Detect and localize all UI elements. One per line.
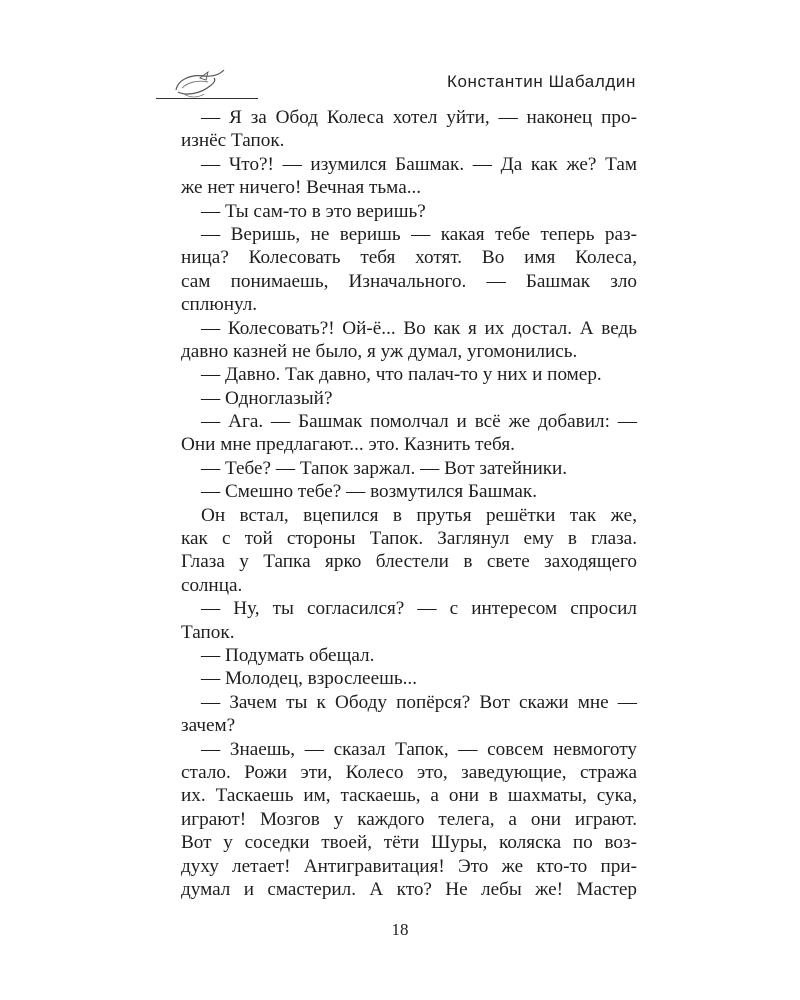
text-line: сплюнул. xyxy=(181,294,258,316)
text-line: — Ну, ты согласился? — с интересом спросил xyxy=(201,598,637,620)
text-line: играют! Мозгов у каждого телега, а они играют. xyxy=(181,808,637,830)
text-line: думал и смастерил. А кто? Не лебы же! Мастер xyxy=(181,878,637,900)
text-line: Он встал, вцепился в прутья решётки так же, xyxy=(201,504,637,526)
text-line: солнца. xyxy=(181,574,243,596)
page-number: 18 xyxy=(391,920,409,939)
text-line: сам понимаешь, Изначального. — Башмак зло xyxy=(181,270,637,292)
text-line: стало. Рожи эти, Колесо это, заведующие, стража xyxy=(181,761,637,783)
text-line: — Что?! — изумился Башмак. — Да как же? Там xyxy=(201,153,637,175)
text-line: — Одноглазый? xyxy=(201,387,333,409)
text-line: — Давно. Так давно, что палач-то у них и помер. xyxy=(201,364,602,386)
text-line: их. Таскаешь им, таскаешь, а они в шахматы, сука, xyxy=(181,785,637,807)
text-line: изнёс Тапок. xyxy=(181,130,285,152)
text-line: Они мне предлагают... это. Казнить тебя. xyxy=(181,434,515,456)
text-line: духу летает! Антигравитация! Это же кто-то при- xyxy=(181,855,637,877)
text-line: Тапок. xyxy=(181,621,235,643)
text-line: Вот у соседки твоей, тёти Шуры, коляска по воз- xyxy=(181,832,637,854)
text-line: — Колесовать?! Ой-ё... Во как я их достал. А ведь xyxy=(201,317,637,339)
text-line: зачем? xyxy=(181,715,236,737)
text-line: ница? Колесовать тебя хотят. Во имя Колеса, xyxy=(181,247,637,269)
text-line: — Молодец, взрослеешь... xyxy=(201,668,418,690)
text-line: Глаза у Тапка ярко блестели в свете заходящего xyxy=(181,551,637,573)
text-line: — Я за Обод Колеса хотел уйти, — наконец про- xyxy=(201,107,637,128)
text-line: — Знаешь, — сказал Тапок, — совсем невмоготу xyxy=(201,738,637,760)
text-line: — Смешно тебе? — возмутился Башмак. xyxy=(201,481,537,503)
running-head-author: Константин Шабалдин xyxy=(446,72,636,91)
text-line: — Ты сам-то в это веришь? xyxy=(201,200,426,222)
text-line: давно казней не было, я уж думал, угомонились. xyxy=(181,340,578,362)
body-text xyxy=(181,106,637,901)
publisher-logo-icon xyxy=(170,68,226,100)
text-line: — Тебе? — Тапок заржал. — Вот затейники. xyxy=(201,457,568,479)
header-rule xyxy=(156,98,258,99)
text-line: как с той стороны Тапок. Заглянул ему в глаза. xyxy=(181,528,637,550)
text-line: — Зачем ты к Ободу попёрся? Вот скажи мне — xyxy=(201,691,637,713)
text-line: — Подумать обещал. xyxy=(201,644,375,666)
text-line: же нет ничего! Вечная тьма... xyxy=(181,177,422,199)
text-line: — Ага. — Башмак помолчал и всё же добавил: — xyxy=(201,411,637,433)
text-line: — Веришь, не веришь — какая тебе теперь раз- xyxy=(201,223,637,245)
